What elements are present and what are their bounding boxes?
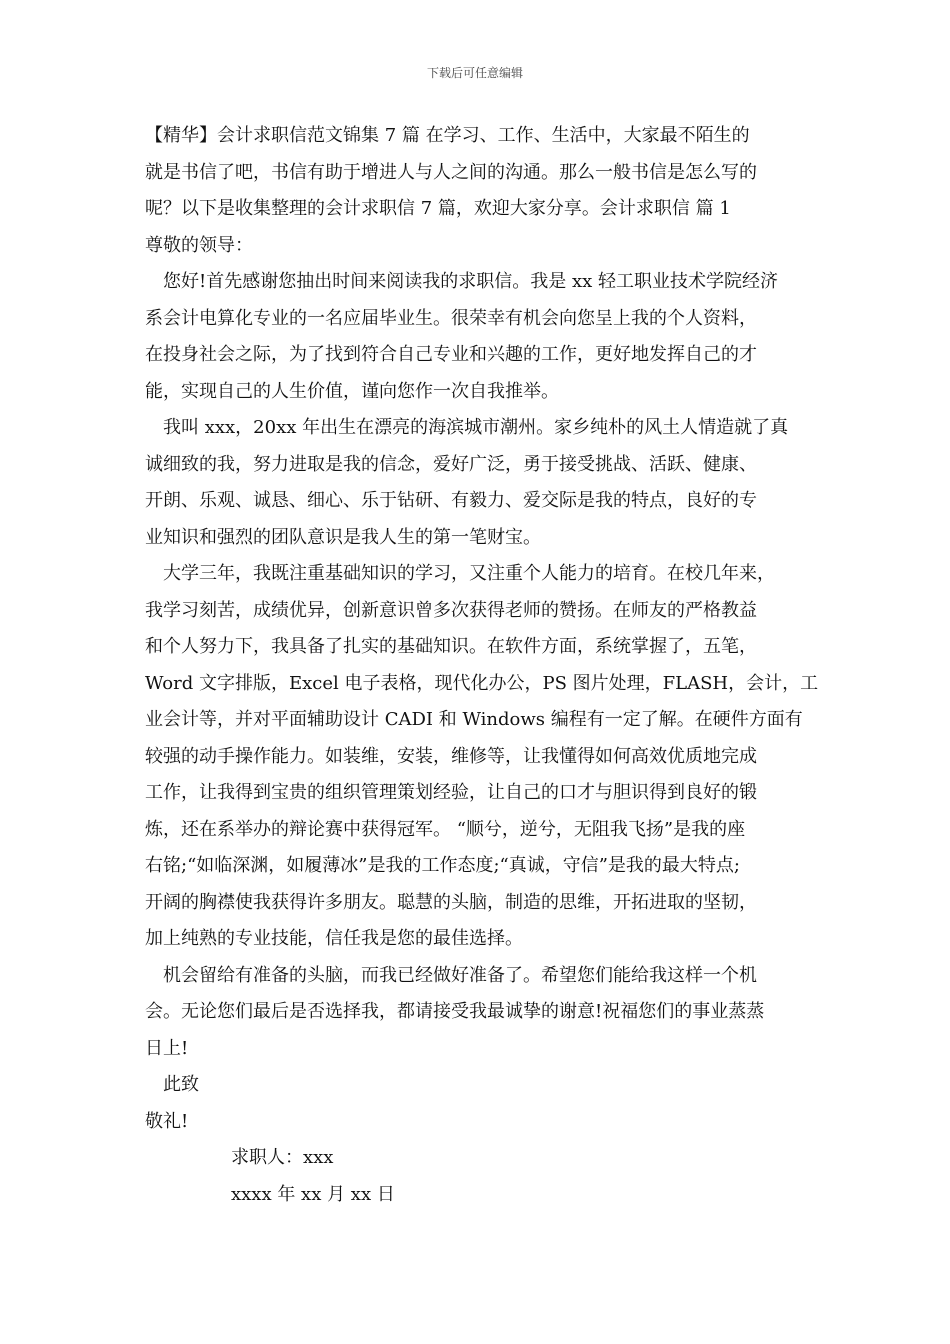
text-line: 业知识和强烈的团队意识是我人生的第一笔财宝。 — [145, 526, 541, 548]
text-line: 您好!首先感谢您抽出时间来阅读我的求职信。我是 xx 轻工职业技术学院经济 — [163, 271, 778, 292]
text-line: 【精华】会计求职信范文锦集 7 篇 在学习、工作、生活中，大家最不陌生的 — [145, 125, 750, 146]
text-line: 我学习刻苦，成绩优异，创新意识曾多次获得老师的赞扬。在师友的严格教益 — [145, 599, 757, 621]
text-line: 业会计等，并对平面辅助设计 CADI 和 Windows 编程有一定了解。在硬件方面有 — [145, 709, 803, 730]
text-line: 此致 — [163, 1074, 199, 1095]
text-line: 求职人：xxx — [231, 1147, 334, 1168]
text-line: 敬礼! — [145, 1110, 189, 1132]
text-line: 较强的动手操作能力。如装维，安装，维修等，让我懂得如何高效优质地完成 — [145, 745, 757, 767]
text-line: 呢？以下是收集整理的会计求职信 7 篇，欢迎大家分享。会计求职信 篇 1 — [145, 198, 731, 219]
text-line: 开朗、乐观、诚恳、细心、乐于钻研、有毅力、爱交际是我的特点，良好的专 — [145, 490, 757, 511]
text-line: 尊敬的领导： — [145, 234, 253, 256]
text-line: 大学三年，我既注重基础知识的学习，又注重个人能力的培育。在校几年来， — [163, 563, 775, 584]
text-line: 在投身社会之际，为了找到符合自己专业和兴趣的工作，更好地发挥自己的才 — [145, 344, 757, 365]
text-line: 机会留给有准备的头脑，而我已经做好准备了。希望您们能给我这样一个机 — [163, 964, 757, 986]
text-line: xxxx 年 xx 月 xx 日 — [231, 1183, 395, 1205]
text-line: 右铭;“如临深渊，如履薄冰”是我的工作态度;“真诚，守信”是我的最大特点; — [145, 855, 740, 876]
text-line: 我叫 xxx，20xx 年出生在漂亮的海滨城市潮州。家乡纯朴的风土人情造就了真 — [163, 417, 789, 438]
text-line: 就是书信了吧，书信有助于增进人与人之间的沟通。那么一般书信是怎么写的 — [145, 161, 757, 183]
text-line: 加上纯熟的专业技能，信任我是您的最佳选择。 — [145, 928, 523, 949]
text-line: Word 文字排版，Excel 电子表格，现代化办公，PS 图片处理，FLASH，会计，工 — [145, 672, 819, 694]
text-line: 工作，让我得到宝贵的组织管理策划经验，让自己的口才与胆识得到良好的锻 — [145, 782, 757, 803]
text-line: 炼，还在系举办的辩论赛中获得冠军。 “顺兮，逆兮，无阻我飞扬”是我的座 — [145, 818, 746, 840]
document-body — [145, 118, 825, 1213]
text-line: 诚细致的我，努力进取是我的信念，爱好广泛，勇于接受挑战、活跃、健康、 — [145, 453, 757, 475]
text-line: 会。无论您们最后是否选择我，都请接受我最诚挚的谢意!祝福您们的事业蒸蒸 — [145, 1001, 765, 1022]
text-line: 和个人努力下，我具备了扎实的基础知识。在软件方面，系统掌握了，五笔， — [145, 636, 757, 657]
page-header: 下载后可任意编辑 — [426, 66, 523, 80]
text-line: 日上! — [145, 1037, 189, 1059]
text-line: 开阔的胸襟使我获得许多朋友。聪慧的头脑，制造的思维，开拓进取的坚韧， — [145, 891, 757, 913]
text-line: 系会计电算化专业的一名应届毕业生。很荣幸有机会向您呈上我的个人资料， — [145, 307, 757, 329]
text-line: 能，实现自己的人生价值，谨向您作一次自我推举。 — [145, 380, 559, 402]
